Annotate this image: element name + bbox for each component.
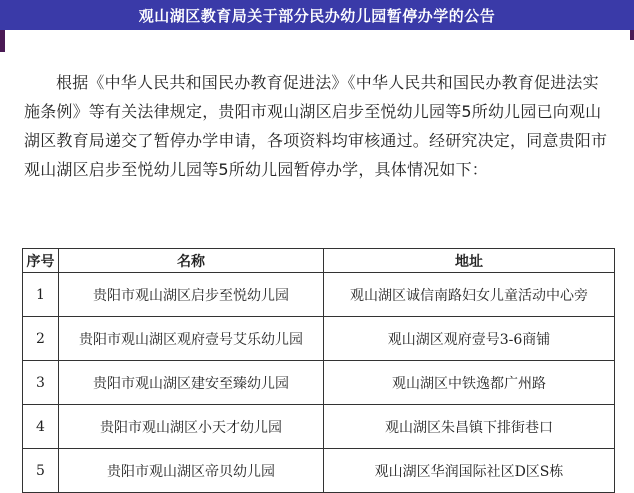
left-edge-decoration xyxy=(0,30,5,52)
row-number: 3 xyxy=(23,361,59,405)
column-header-number: 序号 xyxy=(23,249,59,273)
table-header-row xyxy=(23,249,615,273)
kindergarten-address: 观山湖区朱昌镇下排街巷口 xyxy=(324,405,615,449)
kindergarten-name: 贵阳市观山湖区观府壹号艾乐幼儿园 xyxy=(59,317,324,361)
table-row xyxy=(23,449,615,493)
column-header-address: 地址 xyxy=(324,249,615,273)
kindergarten-address: 观山湖区诚信南路妇女儿童活动中心旁 xyxy=(324,273,615,317)
kindergarten-name: 贵阳市观山湖区小天才幼儿园 xyxy=(59,405,324,449)
row-number: 5 xyxy=(23,449,59,493)
column-header-name: 名称 xyxy=(59,249,324,273)
kindergarten-address: 观山湖区华润国际社区D区S栋 xyxy=(324,449,615,493)
table-row xyxy=(23,405,615,449)
row-number: 2 xyxy=(23,317,59,361)
notice-title-banner xyxy=(0,0,634,30)
kindergarten-table xyxy=(22,248,615,493)
row-number: 1 xyxy=(23,273,59,317)
notice-paragraph: 根据《中华人民共和国民办教育促进法》《中华人民共和国民办教育促进法实施条例》等有关法律规定，贵阳市观山湖区启步至悦幼儿园等5所幼儿园已向观山湖区教育局递交了暂停办学申请，各项资料均审核通过。经研究决定，同意贵阳市观山湖区启步至悦幼儿园等5所幼儿园暂停办学，具体情况如下： xyxy=(24,73,608,179)
table-row xyxy=(23,361,615,405)
table-row xyxy=(23,317,615,361)
kindergarten-address: 观山湖区观府壹号3-6商铺 xyxy=(324,317,615,361)
row-number: 4 xyxy=(23,405,59,449)
kindergarten-address: 观山湖区中铁逸都广州路 xyxy=(324,361,615,405)
notice-title: 观山湖区教育局关于部分民办幼儿园暂停办学的公告 xyxy=(138,6,496,25)
kindergarten-name: 贵阳市观山湖区帝贝幼儿园 xyxy=(59,449,324,493)
table-row xyxy=(23,273,615,317)
kindergarten-name: 贵阳市观山湖区建安至臻幼儿园 xyxy=(59,361,324,405)
kindergarten-name: 贵阳市观山湖区启步至悦幼儿园 xyxy=(59,273,324,317)
right-edge-decoration xyxy=(630,30,634,40)
